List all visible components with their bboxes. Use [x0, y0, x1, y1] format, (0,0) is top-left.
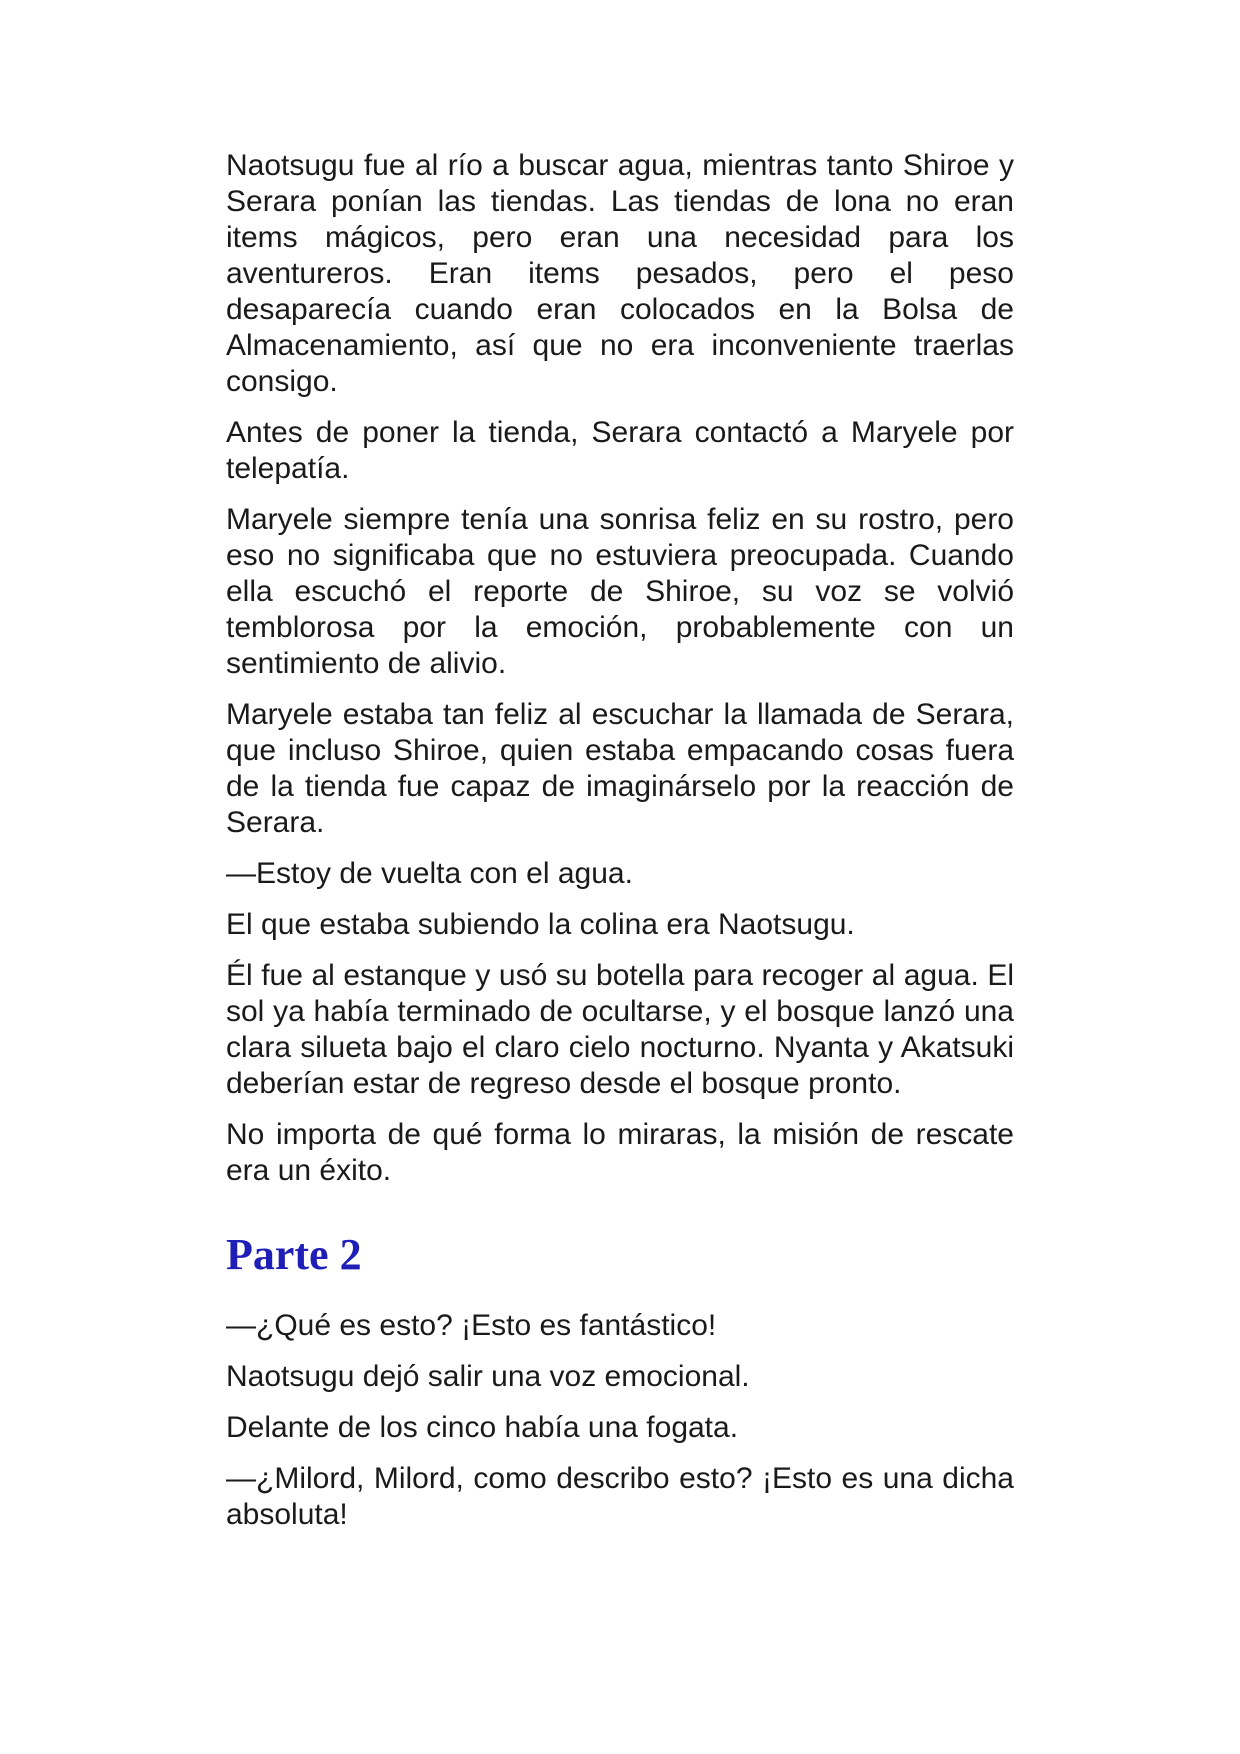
paragraph: Delante de los cinco había una fogata.	[226, 1411, 739, 1444]
paragraph: El que estaba subiendo la colina era Naotsugu.	[226, 908, 855, 941]
paragraph: Maryele siempre tenía una sonrisa feliz en su rostro, pero eso no significaba que no estuviera preocupada. Cuando ella escuchó el reporte de Shiroe, su voz se volvió temblorosa por la emoción, probablemente con un sentimiento de alivio.	[226, 503, 1014, 680]
paragraph: No importa de qué forma lo miraras, la misión de rescate era un éxito.	[226, 1118, 1014, 1187]
section-heading: Parte 2	[226, 1230, 362, 1279]
paragraph: Maryele estaba tan feliz al escuchar la llamada de Serara, que incluso Shiroe, quien estaba empacando cosas fuera de la tienda fue capaz de imaginárselo por la reacción de Serara.	[226, 698, 1014, 839]
paragraph: Él fue al estanque y usó su botella para recoger al agua. El sol ya había terminado de ocultarse, y el bosque lanzó una clara silueta bajo el claro cielo nocturno. Nyanta y Akatsuki deberían estar de regreso desde el bosque pronto.	[226, 959, 1014, 1100]
paragraph: —¿Qué es esto? ¡Esto es fantástico!	[226, 1309, 717, 1342]
paragraph: Naotsugu dejó salir una voz emocional.	[226, 1360, 750, 1393]
paragraph: Antes de poner la tienda, Serara contactó a Maryele por telepatía.	[226, 416, 1014, 485]
paragraph: —¿Milord, Milord, como describo esto? ¡Esto es una dicha absoluta!	[226, 1462, 1014, 1531]
document-page	[226, 148, 1014, 1548]
paragraph: —Estoy de vuelta con el agua.	[226, 857, 633, 890]
paragraph: Naotsugu fue al río a buscar agua, mientras tanto Shiroe y Serara ponían las tiendas. Las tiendas de lona no eran items mágicos, pero eran una necesidad para los aventureros. Eran items pesados, pero el peso desaparecía cuando eran colocados en la Bolsa de Almacenamiento, así que no era inconveniente traerlas consigo.	[226, 149, 1014, 398]
